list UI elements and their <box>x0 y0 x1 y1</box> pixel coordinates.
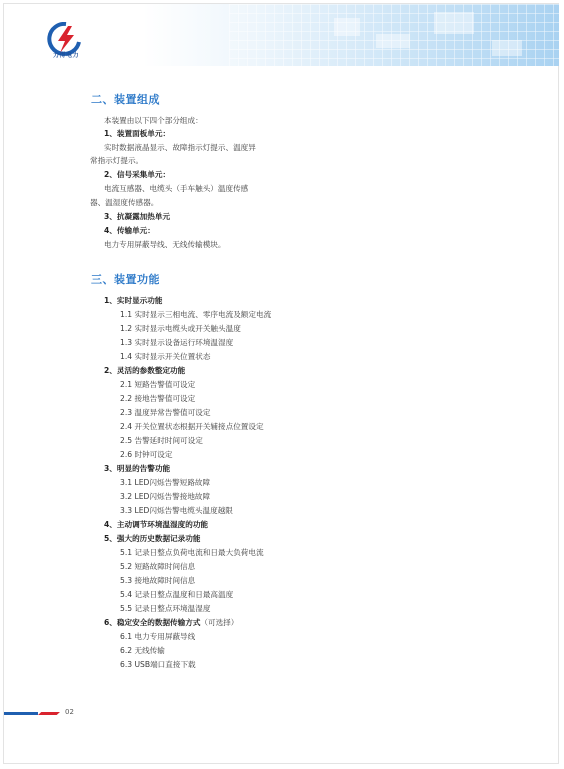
list-item: 6.1 电力专用屏蔽导线 <box>120 632 196 641</box>
group-5-heading: 5、强大的历史数据记录功能 <box>104 534 201 543</box>
list-item: 2.6 时钟可设定 <box>120 450 173 459</box>
group-4-heading: 4、主动调节环境温湿度的功能 <box>104 520 209 529</box>
header-banner <box>4 4 559 66</box>
group-6-heading-row <box>104 618 238 628</box>
list-item: 1.1 实时显示三相电流、零序电流及额定电流 <box>120 310 272 319</box>
part-2-text-cont: 器、温湿度传感器。 <box>90 198 159 207</box>
group-6-heading-suffix: （可选择） <box>200 618 239 627</box>
group-6-heading: 6、稳定安全的数据传输方式 <box>104 618 201 627</box>
list-item: 1.4 实时显示开关位置状态 <box>120 352 211 361</box>
list-item: 2.2 接地告警值可设定 <box>120 394 196 403</box>
group-1-heading: 1、实时显示功能 <box>104 296 163 305</box>
list-item: 1.2 实时显示电缆头或开关触头温度 <box>120 324 241 333</box>
section-2-intro: 本装置由以下四个部分组成： <box>104 116 203 125</box>
list-item: 2.5 告警延时时间可设定 <box>120 436 203 445</box>
list-item: 5.1 记录日整点负荷电流和日最大负荷电流 <box>120 548 264 557</box>
part-4-text: 电力专用屏蔽导线、无线传输模块。 <box>104 240 226 249</box>
section-2-title: 二、装置组成 <box>91 93 160 106</box>
list-item: 5.2 短路故障时间信息 <box>120 562 196 571</box>
list-item: 2.1 短路告警值可设定 <box>120 380 196 389</box>
part-1-text-cont: 常指示灯提示。 <box>90 156 144 165</box>
part-1-text: 实时数据液晶显示、故障指示灯提示、温度异 <box>104 143 256 152</box>
list-item: 5.3 接地故障时间信息 <box>120 576 196 585</box>
list-item: 6.3 USB端口直接下载 <box>120 660 196 669</box>
list-item: 1.3 实时显示设备运行环境温湿度 <box>120 338 234 347</box>
group-3-heading: 3、明显的告警功能 <box>104 464 171 473</box>
logo-text: 力得电力 <box>52 52 79 59</box>
list-item: 2.3 温度异常告警值可设定 <box>120 408 211 417</box>
page-number: 02 <box>65 708 74 716</box>
section-3-title: 三、装置功能 <box>91 273 160 286</box>
page-border <box>3 3 559 764</box>
part-2-heading: 2、信号采集单元： <box>104 170 171 179</box>
list-item: 5.5 记录日整点环境温湿度 <box>120 604 211 613</box>
part-2-text: 电流互感器、电缆头（手车触头）温度传感 <box>104 184 249 193</box>
list-item: 3.2 LED闪烁告警接地故障 <box>120 492 211 501</box>
list-item: 6.2 无线传输 <box>120 646 165 655</box>
list-item: 2.4 开关位置状态根据开关辅接点位置设定 <box>120 422 264 431</box>
group-2-heading: 2、灵活的参数整定功能 <box>104 366 186 375</box>
footer-bar-blue <box>4 712 38 715</box>
part-3-heading: 3、抗凝露加热单元 <box>104 212 171 221</box>
part-4-heading: 4、传输单元： <box>104 226 155 235</box>
list-item: 3.3 LED闪烁告警电缆头温度越限 <box>120 506 233 515</box>
list-item: 5.4 记录日整点温度和日最高温度 <box>120 590 234 599</box>
footer-bar-red <box>38 712 60 715</box>
part-1-heading: 1、装置面板单元： <box>104 129 171 138</box>
list-item: 3.1 LED闪烁告警短路故障 <box>120 478 211 487</box>
